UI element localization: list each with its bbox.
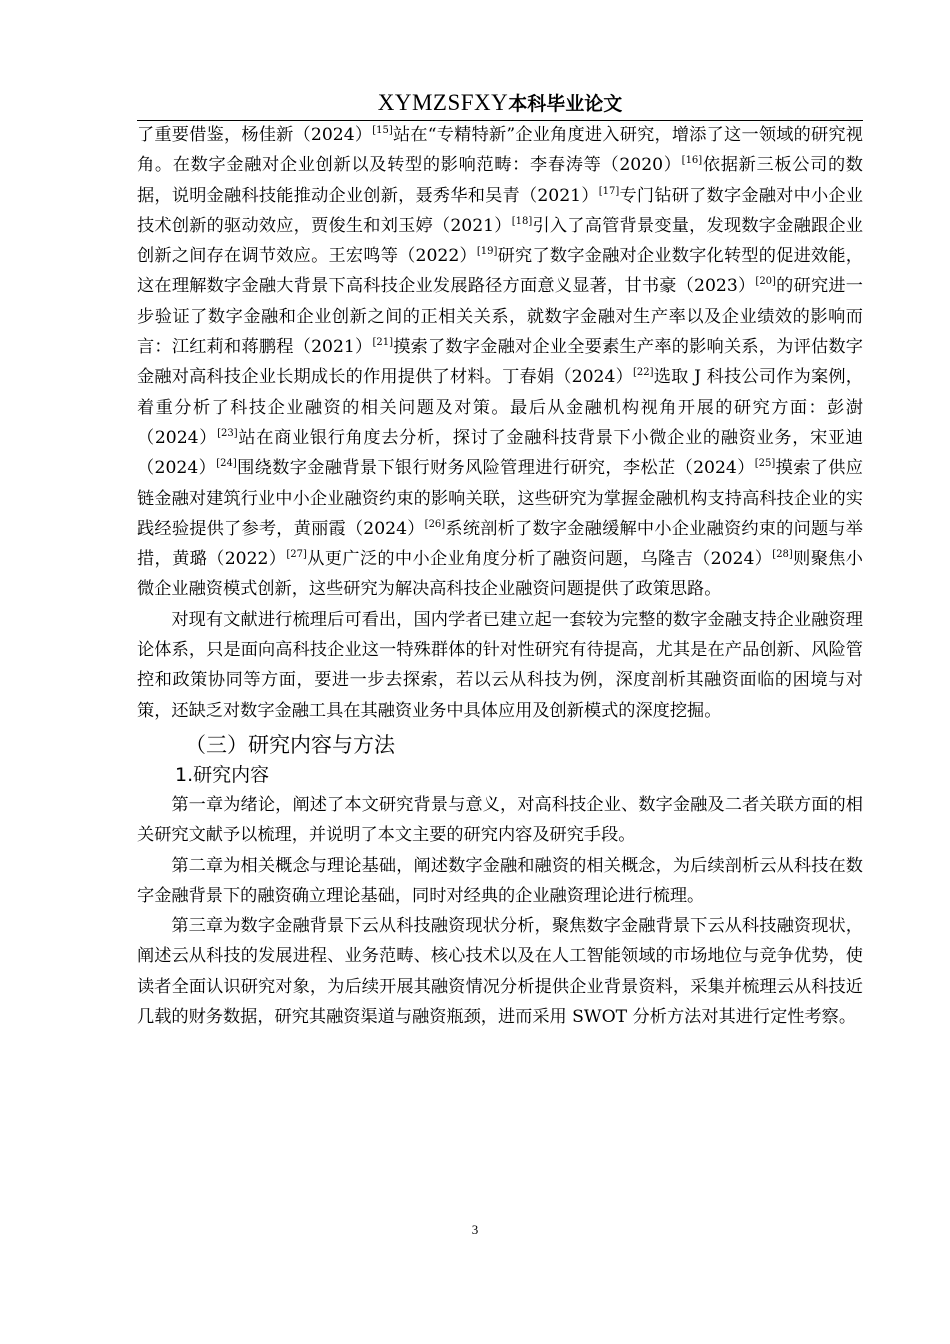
chapter-1-paragraph: 第一章为绪论，阐述了本文研究背景与意义，对高科技企业、数字金融及二者关联方面的相关研究文献予以梳理，并说明了本文主要的研究内容及研究手段。 xyxy=(137,794,863,846)
citation-24: [24] xyxy=(216,458,237,470)
text-run: 引入了高管背景变量，发现数字金融跟企业创新之间存在调节效应。王宏鸣等（2022） xyxy=(137,215,863,267)
text-run: 摸索了供应链金融对建筑行业中小企业融资约束的影响关联，这些研究为掌握金融机构支持高科技企业的实践经验提供了参考，黄丽霞（2024） xyxy=(137,458,863,539)
text-run: 围绕数字金融背景下银行财务风险管理进行研究，李松芷（2024） xyxy=(236,458,755,479)
header-code: XYMZSFXY xyxy=(377,90,509,115)
text-run: 的研究进一步验证了数字金融和企业创新之间的正相关关系，就数字金融对生产率以及企业绩效的影响而言：江红莉和蒋鹏程（2021） xyxy=(137,276,863,358)
text-run: 了重要借鉴，杨佳新（2024） xyxy=(137,125,373,145)
text-run: 摸索了数字金融对企业全要素生产率的影响关系，为评估数字金融对高科技企业长期成长的作用提供了材料。丁春娟（2024） xyxy=(137,337,863,388)
text-run: 选取 J 科技公司作为案例，着重分析了科技企业融资的相关问题及对策。最后从金融机构视角开展的研究方面：彭澍（2024） xyxy=(137,367,863,448)
text-run: 研究了数字金融对企业数字化转型的促进效能，这在理解数字金融大背景下高科技企业发展路径方面意义显著，甘书豪（2023） xyxy=(137,246,863,297)
citation-27: [27] xyxy=(286,549,307,561)
citation-17: [17] xyxy=(598,185,620,197)
text-run: 系统剖析了数字金融缓解中小企业融资约束的问题与举措，黄璐（2022） xyxy=(137,518,863,570)
citation-21: [21] xyxy=(372,337,393,349)
citation-15: [15] xyxy=(372,125,393,136)
text-run: 从更广泛的中小企业角度分析了融资问题，乌隆吉（2024） xyxy=(306,549,773,570)
citation-23: [23] xyxy=(217,427,238,439)
subsection-heading: 1.研究内容 xyxy=(175,763,270,786)
text-run: 站在商业银行角度去分析，探讨了金融科技背景下小微企业的融资业务，宋亚迪（2024） xyxy=(137,427,863,479)
text-run: 依据新三板公司的数据，说明金融科技能推动企业创新，聂秀华和吴青（2021） xyxy=(137,155,863,206)
body-content xyxy=(137,120,863,1032)
text-run: 站在“专精特新”企业角度进入研究，增添了这一领域的研究视角。在数字金融对企业创新以及转型的影响范畴：李春涛等（2020） xyxy=(137,125,863,176)
page-header xyxy=(137,88,863,121)
chapter-3-paragraph: 第三章为数字金融背景下云从科技融资现状分析，聚焦数字金融背景下云从科技融资现状，阐述云从科技的发展进程、业务范畴、核心技术以及在人工智能领域的市场地位与竞争优势，使读者全面认识研究对象，为后续开展其融资情况分析提供企业背景资料，采集并梳理云从科技近几载的财务数据，研究其融资渠道与融资瓶颈，进而采用 SWOT 分析方法对其进行定性考察。 xyxy=(137,916,863,1028)
section-heading: （三）研究内容与方法 xyxy=(185,732,395,757)
review-summary-paragraph: 对现有文献进行梳理后可看出，国内学者已建立起一套较为完整的数字金融支持企业融资理论体系，只是面向高科技企业这一特殊群体的针对性研究有待提高，尤其是在产品创新、风险管控和政策协同等方面，要进一步去探索，若以云从科技为例，深度剖析其融资面临的困境与对策，还缺乏对数字金融工具在其融资业务中具体应用及创新模式的深度挖掘。 xyxy=(137,609,863,721)
citation-25: [25] xyxy=(754,458,776,470)
citation-19: [19] xyxy=(476,246,498,258)
literature-review-paragraph xyxy=(137,120,863,605)
citation-22: [22] xyxy=(633,367,654,379)
citation-26: [26] xyxy=(424,518,446,530)
header-title: 本科毕业论文 xyxy=(508,93,623,115)
citation-18: [18] xyxy=(511,215,533,227)
citation-20: [20] xyxy=(755,276,776,288)
chapter-2-paragraph: 第二章为相关概念与理论基础，阐述数字金融和融资的相关概念，为后续剖析云从科技在数字金融背景下的融资确立理论基础，同时对经典的企业融资理论进行梳理。 xyxy=(137,855,863,906)
text-run: 则聚焦小微企业融资模式创新，这些研究为解决高科技企业融资问题提供了政策思路。 xyxy=(137,549,863,600)
text-run: 专门钻研了数字金融对中小企业技术创新的驱动效应，贾俊生和刘玉婷（2021） xyxy=(137,185,863,236)
citation-28: [28] xyxy=(772,549,793,561)
citation-16: [16] xyxy=(681,155,703,167)
page-number: 3 xyxy=(471,1222,479,1237)
